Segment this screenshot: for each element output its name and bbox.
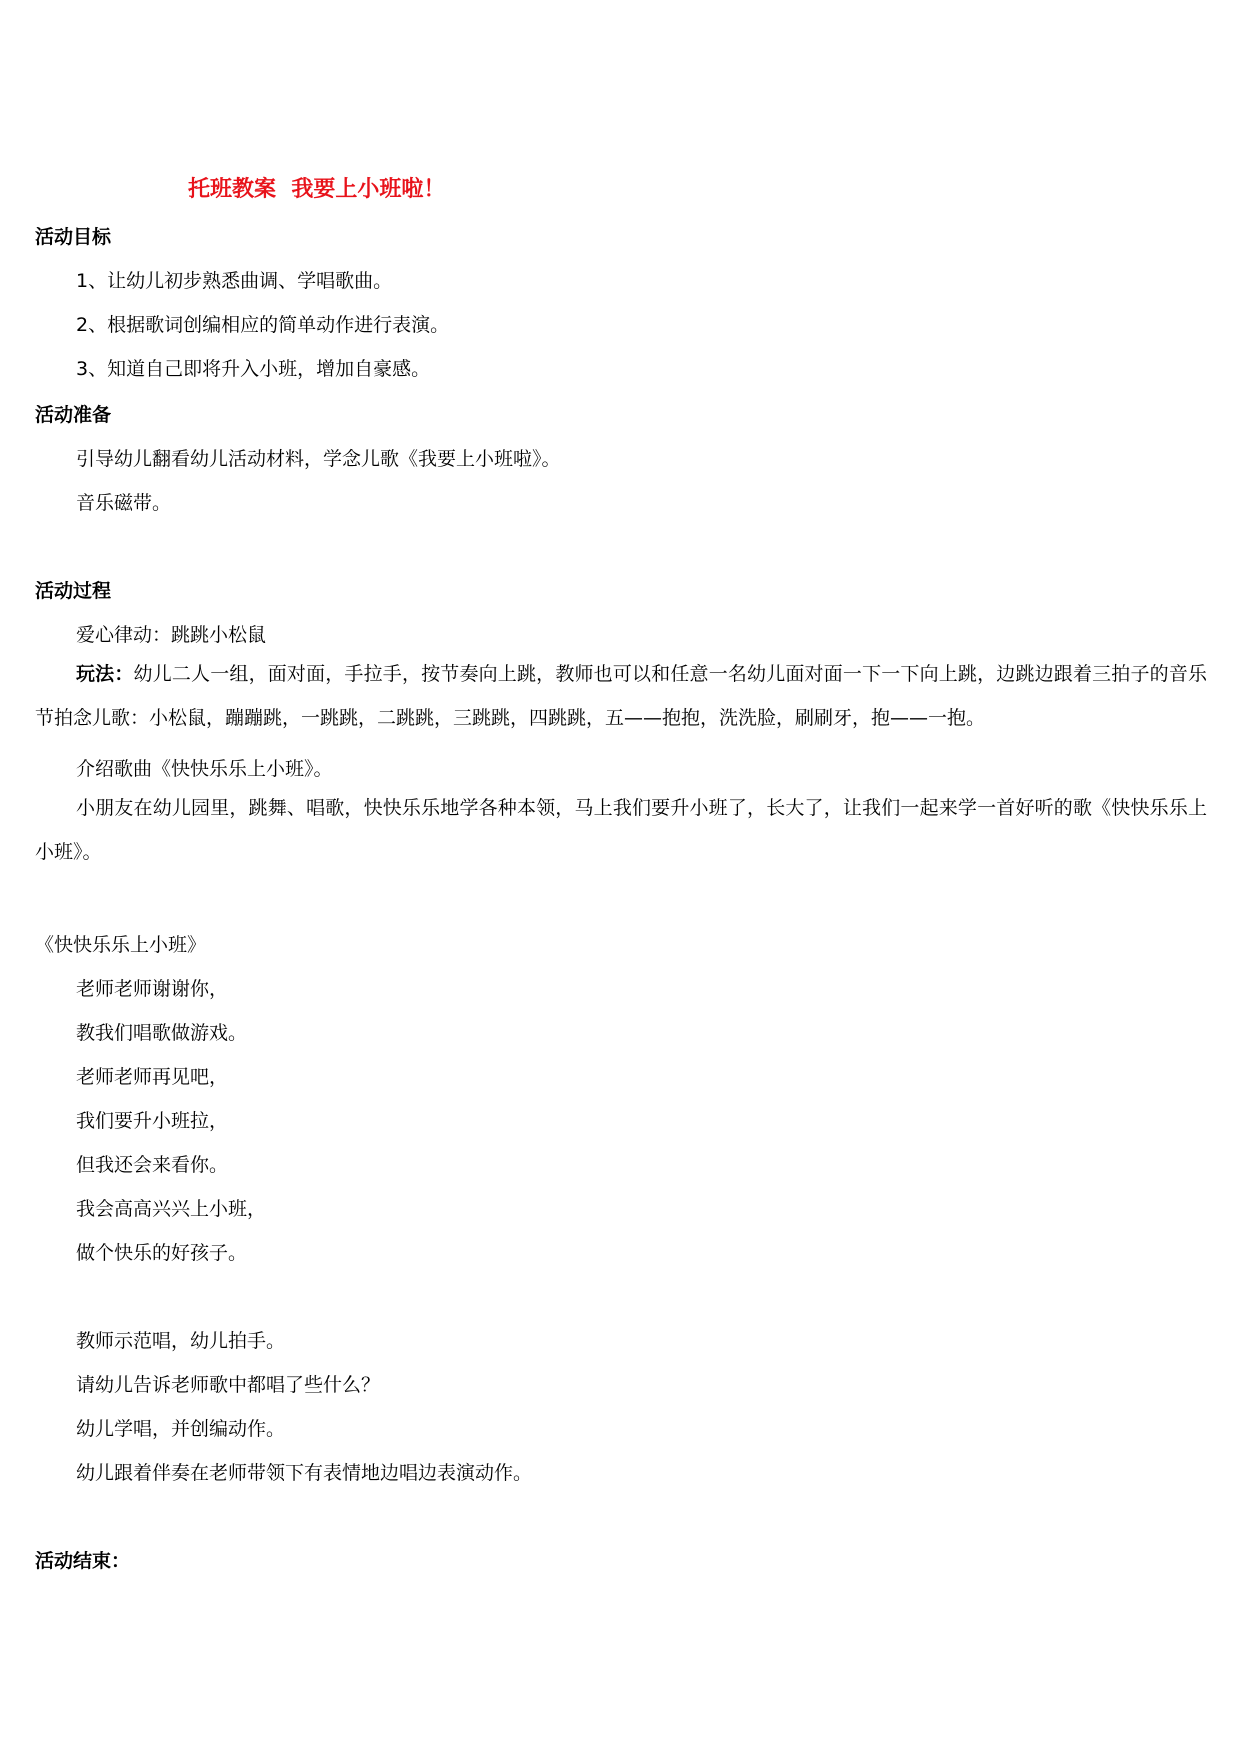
section-heading-process: 活动过程: [35, 580, 112, 602]
goal-item: 3、知道自己即将升入小班，增加自豪感。: [76, 358, 431, 380]
goal-item: 1、让幼儿初步熟悉曲调、学唱歌曲。: [76, 270, 393, 292]
play-text: 幼儿二人一组，面对面，手拉手，按节奏向上跳，教师也可以和任意一名幼儿面对面一下一下向上跳，边跳边跟着三拍子的音乐节拍念儿歌：小松鼠，蹦蹦跳，一跳跳，二跳跳，三跳跳，四跳跳，五——抱抱，洗洗脸，刷刷牙，抱——一抱。: [35, 663, 1207, 729]
page-title: 托班教案 我要上小班啦！: [188, 177, 446, 202]
play-label: 玩法：: [76, 663, 134, 685]
lyric-line: 老师老师谢谢你，: [76, 978, 229, 1000]
lyric-line: 老师老师再见吧，: [76, 1066, 229, 1088]
section-heading-prep: 活动准备: [35, 404, 112, 426]
goal-item: 2、根据歌词创编相应的简单动作进行表演。: [76, 314, 450, 336]
step-item: 教师示范唱，幼儿拍手。: [76, 1330, 286, 1352]
lyric-line: 做个快乐的好孩子。: [76, 1242, 248, 1264]
intro-paragraph: 小朋友在幼儿园里，跳舞、唱歌，快快乐乐地学各种本领，马上我们要升小班了，长大了，让我们一起来学一首好听的歌《快快乐乐上小班》。: [35, 797, 1207, 863]
prep-item: 引导幼儿翻看幼儿活动材料，学念儿歌《我要上小班啦》。: [76, 448, 561, 470]
prep-item: 音乐磁带。: [76, 492, 172, 514]
step-item: 请幼儿告诉老师歌中都唱了些什么？: [76, 1374, 381, 1396]
intro-song: 介绍歌曲《快快乐乐上小班》。: [76, 758, 333, 780]
lyric-line: 但我还会来看你。: [76, 1154, 229, 1176]
step-item: 幼儿学唱，并创编动作。: [76, 1418, 286, 1440]
lyric-line: 教我们唱歌做游戏。: [76, 1022, 248, 1044]
section-heading-goals: 活动目标: [35, 226, 112, 248]
play-instructions: [35, 652, 1207, 740]
rhythm-activity: 爱心律动：跳跳小松鼠: [76, 624, 267, 646]
lyric-line: 我们要升小班拉，: [76, 1110, 229, 1132]
step-item: 幼儿跟着伴奏在老师带领下有表情地边唱边表演动作。: [76, 1462, 533, 1484]
lyric-line: 我会高高兴兴上小班，: [76, 1198, 267, 1220]
song-title: 《快快乐乐上小班》: [35, 934, 207, 956]
section-heading-end: 活动结束：: [35, 1550, 131, 1572]
